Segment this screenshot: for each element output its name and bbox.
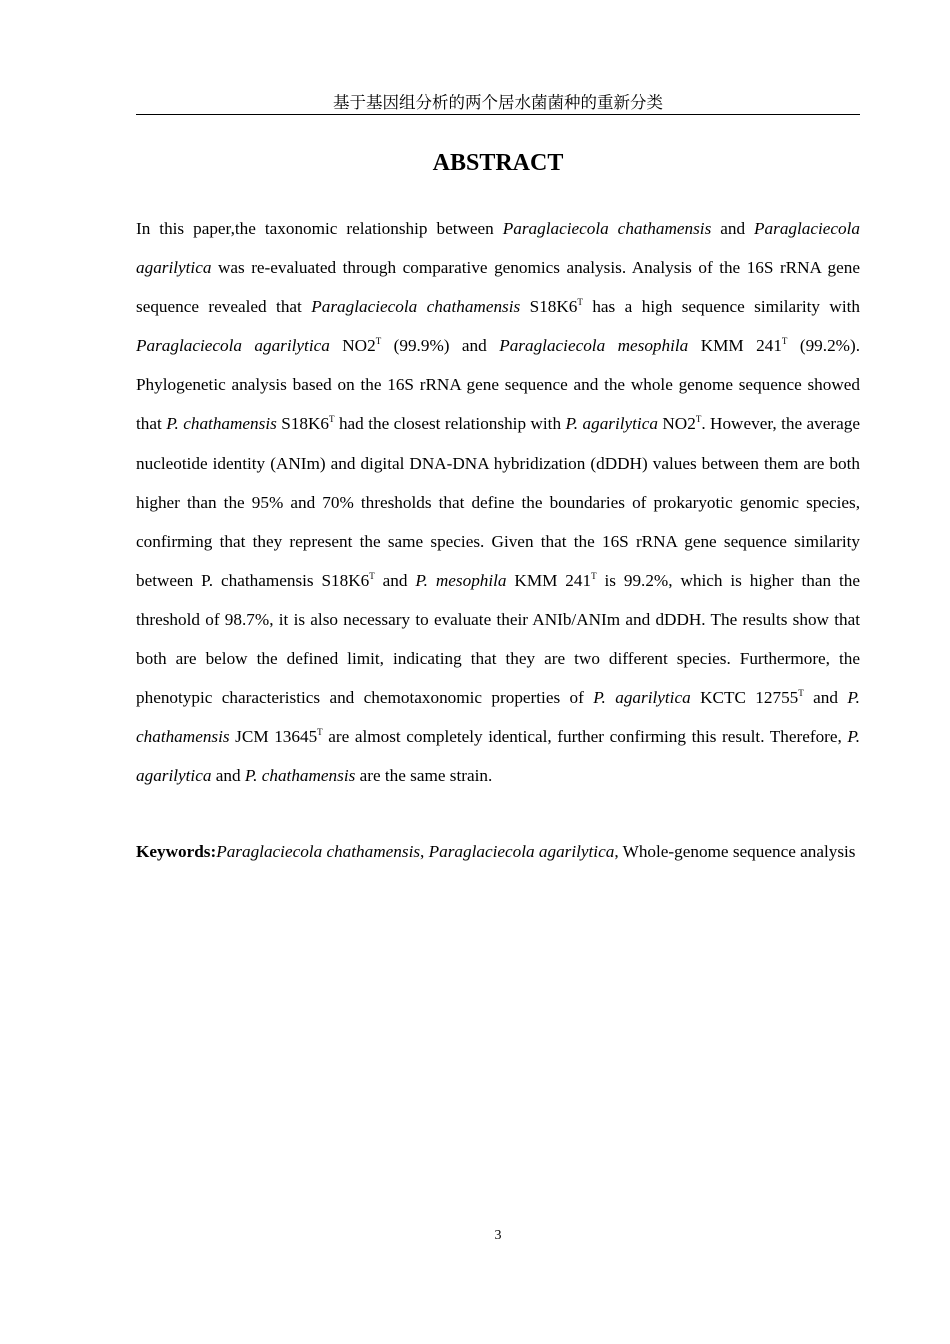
- type-strain-superscript: T: [369, 570, 375, 581]
- type-strain-superscript: T: [375, 336, 382, 347]
- header-rule: [136, 114, 860, 115]
- type-strain-superscript: T: [781, 336, 788, 347]
- text-run: NO2: [329, 336, 376, 356]
- text-run: are the same strain.: [355, 766, 493, 786]
- species-name: P. mesophila: [415, 570, 507, 590]
- text-run: NO2: [657, 414, 696, 434]
- species-name: Paraglaciecola chathamensis: [216, 842, 421, 861]
- text-run: , Whole-genome sequence analysis: [614, 842, 856, 861]
- abstract-body: [136, 209, 860, 795]
- text-run: (99.2%). Phylogenetic analysis based on the 16S rRNA gene sequence and the whole genome sequence showed that: [136, 336, 861, 434]
- species-name: Paraglaciecola chathamensis: [502, 219, 712, 238]
- text-run: (99.9%) and: [381, 336, 500, 356]
- text-run: and: [803, 688, 848, 708]
- species-name: P. chathamensis: [136, 688, 860, 747]
- text-run: and: [374, 570, 416, 590]
- text-run: . However, the average nucleotide identity (ANIm) and digital DNA-DNA hybridization (dDDH) values between them are both higher than the 95% and 70% thresholds that define the boundaries of prokaryotic genomic species, confirming that they represent the same species. Given that the 16S rRNA gene sequence similarity between P. chathamensis S18K6: [136, 414, 860, 590]
- species-name: P. chathamensis: [244, 766, 356, 786]
- text-run: ,: [420, 842, 429, 861]
- text-run: and: [711, 219, 755, 238]
- type-strain-superscript: T: [317, 727, 323, 738]
- text-run: S18K6: [520, 297, 578, 317]
- species-name: Paraglaciecola agarilytica: [136, 219, 861, 278]
- text-run: KCTC 12755: [690, 688, 799, 708]
- text-run: was re-evaluated through comparative genomics analysis. Analysis of the 16S rRNA gene sequence revealed that: [136, 258, 860, 317]
- text-run: and: [211, 766, 245, 786]
- abstract-title: ABSTRACT: [432, 150, 564, 176]
- species-name: Paraglaciecola agarilytica: [428, 842, 615, 861]
- text-run: are almost completely identical, further confirming this result. Therefore,: [322, 727, 848, 747]
- running-header-title: 基于基因组分析的两个居水菌菌种的重新分类: [333, 93, 663, 112]
- text-run: S18K6: [276, 414, 330, 434]
- type-strain-superscript: T: [329, 414, 335, 425]
- type-strain-superscript: T: [798, 688, 804, 699]
- keywords-list: [216, 842, 855, 861]
- species-name: P. chathamensis: [166, 414, 277, 434]
- species-name: Paraglaciecola mesophila: [499, 336, 689, 356]
- keywords-label: Keywords:: [136, 842, 217, 861]
- type-strain-superscript: T: [695, 414, 702, 425]
- species-name: P. agarilytica: [565, 414, 658, 434]
- text-run: In this paper,the taxonomic relationship between: [136, 219, 503, 238]
- text-run: JCM 13645: [229, 727, 318, 747]
- page-number: 3: [494, 1228, 502, 1243]
- species-name: P. agarilytica: [593, 688, 691, 708]
- species-name: Paraglaciecola chathamensis: [311, 297, 521, 317]
- species-name: P. agarilytica: [136, 727, 860, 786]
- type-strain-superscript: T: [591, 570, 597, 581]
- text-run: had the closest relationship with: [334, 414, 566, 434]
- species-name: Paraglaciecola agarilytica: [136, 336, 330, 356]
- text-run: KMM 241: [506, 570, 592, 590]
- text-run: has a high sequence similarity with: [582, 297, 860, 317]
- text-run: is 99.2%, which is higher than the threshold of 98.7%, it is also necessary to evaluate their ANIb/ANIm and dDDH. The results show that both are below the defined limit, indicating that they are two different species. Furthermore, the phenotypic characteristics and chemotaxonomic properties of: [136, 570, 861, 708]
- text-run: KMM 241: [688, 336, 782, 356]
- type-strain-superscript: T: [577, 297, 583, 308]
- keywords: [136, 832, 860, 871]
